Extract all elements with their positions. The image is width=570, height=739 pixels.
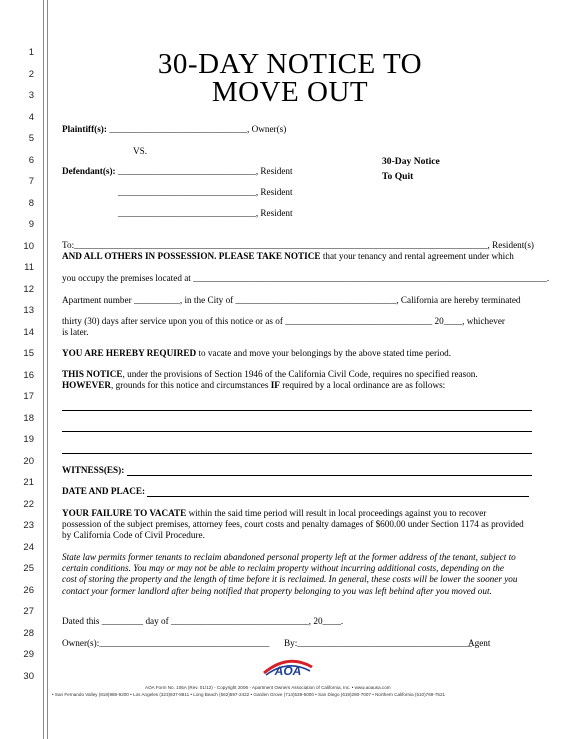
- line-number: 18: [23, 412, 34, 424]
- state-law-line-3: cost of storing the property and the length of time before it is reclaimed. In general, these costs will be lower the sooner you: [62, 574, 518, 585]
- page-title-line-1: 30-DAY NOTICE TO: [157, 48, 423, 80]
- line-number: 13: [23, 305, 34, 316]
- required-line: [62, 348, 451, 359]
- line-number: 23: [23, 520, 34, 531]
- grounds-line-3[interactable]: [62, 453, 532, 454]
- defendant-field-3[interactable]: ______________________________, Resident: [118, 208, 293, 218]
- required-rest: to vacate and move your belongings by the above stated time period.: [196, 348, 452, 358]
- plaintiff-row: [62, 124, 286, 135]
- termination-date-line-2: is later.: [62, 327, 89, 337]
- however-line: [62, 380, 445, 391]
- line-number: 9: [28, 219, 34, 230]
- state-law-line-4: contact your former landlord after being notified that property belonging to you was left behind after you moved out.: [62, 585, 492, 596]
- dated-line[interactable]: Dated this _________ day of ______________________________, 20____.: [62, 616, 344, 626]
- state-law-paragraph: [62, 552, 542, 597]
- however-bold: HOWEVER: [62, 380, 112, 390]
- page-title-line-2: MOVE OUT: [211, 76, 369, 108]
- date-place-field[interactable]: [147, 496, 529, 497]
- apartment-line[interactable]: Apartment number __________, in the City of ___________________________________, California are hereby terminated: [62, 295, 521, 305]
- aoa-logo: [258, 655, 318, 681]
- grounds-line-1[interactable]: [62, 410, 532, 411]
- to-line[interactable]: To:__________________________________________________________________________________________, Resident(s): [62, 240, 534, 250]
- agent-label: Agent: [468, 638, 491, 648]
- line-number: 19: [23, 434, 34, 445]
- defendant-field-2[interactable]: ______________________________, Resident: [118, 187, 293, 197]
- however-mid: , grounds for this notice and circumstances: [111, 380, 271, 390]
- witness-label: WITNESS(ES):: [62, 465, 125, 475]
- line-number: 3: [28, 90, 34, 101]
- line-number: 20: [23, 455, 34, 467]
- failure-line-3: by California Code of Civil Procedure.: [62, 530, 205, 541]
- line-number: 11: [24, 262, 34, 273]
- line-number: 1: [28, 47, 34, 58]
- owners-signature-line[interactable]: Owner(s):_____________________________________: [62, 638, 270, 648]
- defendant-label: Defendant(s):: [62, 166, 116, 176]
- failure-paragraph: [62, 508, 542, 542]
- notice-line: [62, 251, 514, 262]
- line-number: 17: [23, 391, 34, 402]
- this-notice-line: [62, 369, 478, 380]
- left-margin-line-1: [43, 0, 44, 739]
- date-place-label: DATE AND PLACE:: [62, 486, 146, 496]
- aoa-logo-text: AOA: [274, 664, 302, 678]
- failure-line-2: possession of the subject premises, attorney fees, court costs and penalty damages of $600.00 under Section 1174 as provided: [62, 519, 524, 530]
- left-margin-line-2: [47, 0, 48, 739]
- failure-bold: YOUR FAILURE TO VACATE: [62, 508, 187, 518]
- plaintiff-field[interactable]: ______________________________: [109, 124, 248, 134]
- premises-line[interactable]: you occupy the premises located at _____________________________________________________________________________.: [62, 273, 550, 283]
- line-number: 8: [28, 197, 34, 209]
- line-number: 24: [23, 541, 34, 553]
- by-signature-line[interactable]: By:______________________________________: [284, 638, 472, 648]
- footer-offices: • San Fernando Valley (818)988-9200 • Los Angeles (323)937-8811 • Long Beach (562)597-2422 • Garden Grove (714)539-6000 • San Diego (619)280-7007 • Northern California (510)769-7521: [52, 692, 446, 697]
- notice-bold: AND ALL OTHERS IN POSSESSION. PLEASE TAKE NOTICE: [62, 251, 321, 261]
- line-number: 27: [23, 606, 34, 617]
- however-rest: required by a local ordinance are as follows:: [279, 380, 446, 390]
- failure-line-1: within the said time period will result in local proceedings against you to recover: [186, 508, 487, 518]
- line-number: 6: [28, 154, 34, 166]
- state-law-line-1: State law permits former tenants to reclaim abandoned personal property left at the former address of the tenant, subject to: [62, 552, 516, 562]
- line-number: 15: [23, 348, 34, 359]
- line-number: 2: [28, 68, 34, 80]
- side-title-line-1: 30-Day Notice: [382, 156, 440, 167]
- termination-date-line[interactable]: thirty (30) days after service upon you of this notice or as of ________________________________ 20____, whichever: [62, 316, 505, 326]
- line-number: 28: [23, 627, 34, 639]
- line-number: 25: [23, 563, 34, 574]
- side-title-line-2: To Quit: [382, 171, 414, 182]
- vs-label: VS.: [133, 146, 148, 156]
- line-number: 22: [23, 498, 34, 510]
- this-notice-bold: THIS NOTICE: [62, 369, 123, 379]
- defendant-field-1[interactable]: ______________________________, Resident: [118, 166, 293, 176]
- state-law-line-2: certain conditions. You may or may not be able to reclaim property without incurring additional costs, depending on the: [62, 563, 504, 574]
- line-number: 7: [28, 176, 34, 187]
- notice-rest: that your tenancy and rental agreement under which: [320, 251, 514, 261]
- line-number: 16: [23, 369, 34, 381]
- line-number: 14: [23, 326, 34, 338]
- line-number: 12: [23, 283, 34, 295]
- footer-copyright: AOA Form No. 105A (Rev. 01/12) - Copyright 2006 - Apartment Owners Association of California, Inc. • www.aoausa.com: [145, 685, 391, 690]
- this-notice-rest: , under the provisions of Section 1946 of the California Civil Code, requires no specified reason.: [122, 369, 478, 379]
- grounds-line-2[interactable]: [62, 431, 532, 432]
- line-number: 5: [28, 133, 34, 144]
- line-number: 26: [23, 584, 34, 596]
- plaintiff-suffix: , Owner(s): [247, 124, 287, 134]
- line-number: 10: [23, 240, 34, 252]
- witness-field[interactable]: [127, 475, 532, 476]
- plaintiff-label: Plaintiff(s):: [62, 124, 107, 134]
- line-number: 21: [23, 477, 34, 488]
- line-number: 4: [28, 111, 34, 123]
- required-bold: YOU ARE HEREBY REQUIRED: [62, 348, 197, 358]
- line-number: 29: [23, 649, 34, 660]
- however-if: IF: [270, 380, 280, 390]
- line-number: 30: [23, 670, 34, 682]
